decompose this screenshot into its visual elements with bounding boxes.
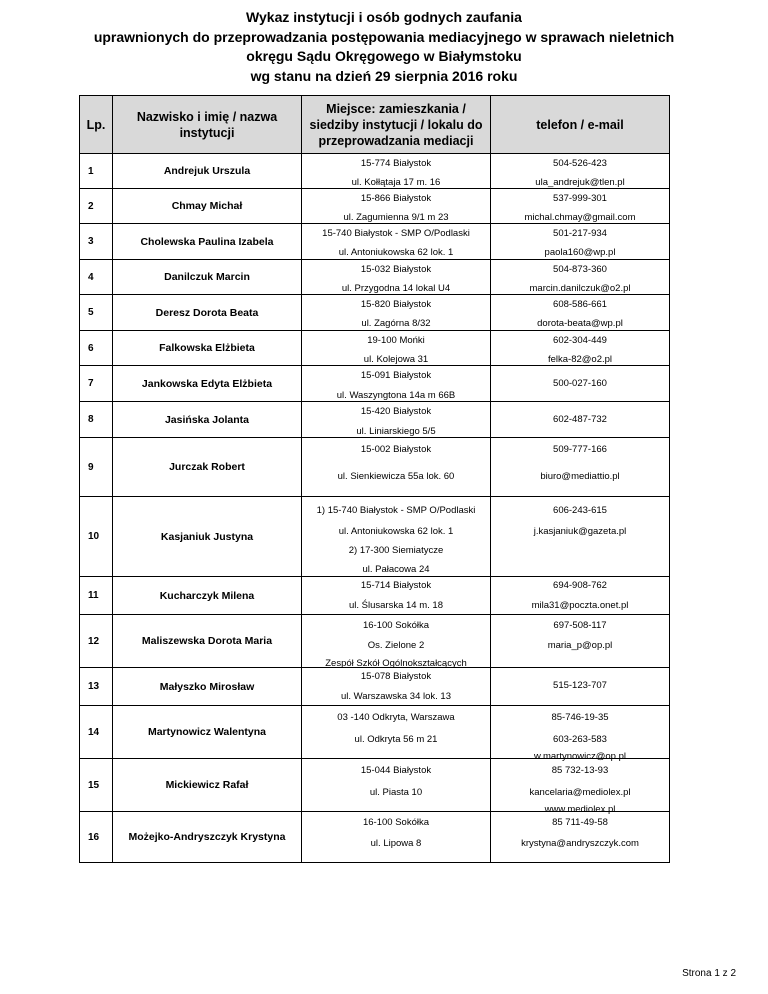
person-name: Martynowicz Walentyna [113,706,302,759]
contact-line: 694-908-762 [553,580,607,591]
table-row [80,438,670,497]
contact-cell [491,706,670,762]
table-row [80,615,670,668]
table-row [80,154,670,189]
address-line: 15-002 Białystok [360,444,432,455]
address-line: 15-032 Białystok [360,264,432,275]
table-row [80,759,670,812]
contact-cell [491,438,670,497]
contact-line: 602-487-732 [553,414,607,425]
row-number: 10 [80,497,113,577]
contact-line: 606-243-615 [553,505,607,516]
address-line: ul. Odkryta 56 m 21 [354,734,438,745]
address-cell [302,154,491,189]
address-line: 1) 15-740 Białystok - SMP O/Podlaski [316,505,476,516]
address-cell [302,759,491,812]
table-row [80,295,670,331]
person-name: Możejko-Andryszczyk Krystyna [113,812,302,863]
institutions-table [79,95,670,863]
table-row [80,224,670,260]
title-line-2: uprawnionych do przeprowadzania postępowania mediacyjnego w sprawach nieletnich [93,28,675,45]
person-name: Jurczak Robert [113,438,302,497]
contact-cell [491,331,670,366]
contact-cell [491,402,670,438]
contact-cell [491,615,670,668]
person-name: Cholewska Paulina Izabela [113,224,302,260]
table-row [80,668,670,706]
address-cell [302,615,491,668]
address-cell [302,295,491,331]
table-row [80,706,670,759]
person-name: Jasińska Jolanta [113,402,302,438]
contact-line: marcin.danilczuk@o2.pl [529,283,631,294]
row-number: 9 [80,438,113,497]
contact-line: 537-999-301 [553,193,607,204]
contact-line: 603-263-583 [553,734,607,745]
address-line: 2) 17-300 Siemiatycze [348,545,444,556]
row-number: 15 [80,759,113,812]
address-cell [302,260,491,295]
person-name: Kucharczyk Milena [113,577,302,615]
address-line: ul. Waszyngtona 14a m 66B [336,390,456,401]
person-name: Małyszko Mirosław [113,668,302,706]
address-line: ul. Ślusarska 14 m. 18 [349,600,443,611]
row-number: 1 [80,154,113,189]
address-line: 19-100 Mońki [367,335,425,346]
address-cell [302,706,491,759]
person-name: Andrejuk Urszula [113,154,302,189]
table-row [80,402,670,438]
table-header-row [80,96,670,154]
row-number: 11 [80,577,113,615]
address-line: ul. Sienkiewicza 55a lok. 60 [337,471,455,482]
contact-line: felka-82@o2.pl [547,354,613,365]
person-name: Maliszewska Dorota Maria [113,615,302,668]
contact-line: 504-873-360 [553,264,607,275]
contact-cell [491,497,670,577]
contact-line: www.mediolex.pl [544,804,616,815]
contact-line: 85 711-49-58 [552,817,608,828]
contact-cell [491,577,670,615]
address-cell [302,224,491,260]
contact-line: 608-586-661 [553,299,607,310]
address-line: 15-420 Białystok [360,406,432,417]
table-row [80,331,670,366]
row-number: 12 [80,615,113,668]
contact-line: 504-526-423 [553,158,607,169]
contact-line: 500-027-160 [553,378,607,389]
contact-cell [491,668,670,706]
row-number: 14 [80,706,113,759]
table-row [80,260,670,295]
contact-line: w.martynowicz@op.pl [533,751,626,762]
contact-line: dorota-beata@wp.pl [537,318,623,329]
address-line: ul. Piasta 10 [369,787,423,798]
person-name: Falkowska Elżbieta [113,331,302,366]
address-line: ul. Kołłątaja 17 m. 16 [351,177,441,188]
contact-cell [491,295,670,331]
address-line: ul. Zagórna 8/32 [361,318,431,329]
header-lp: Lp. [80,96,113,154]
contact-line: ula_andrejuk@tlen.pl [535,177,625,188]
address-line: ul. Antoniukowska 62 lok. 1 [338,247,454,258]
contact-line: 509-777-166 [553,444,607,455]
page-number: Strona 1 z 2 [682,968,736,979]
address-line: Os. Zielone 2 [367,640,425,651]
address-line: 15-866 Białystok [360,193,432,204]
row-number: 13 [80,668,113,706]
address-cell [302,402,491,438]
contact-line: maria_p@op.pl [547,640,613,651]
row-number: 4 [80,260,113,295]
address-line: ul. Antoniukowska 62 lok. 1 [338,526,454,537]
address-line: 15-044 Białystok [360,765,432,776]
address-cell [302,366,491,402]
address-line: ul. Warszawska 34 lok. 13 [341,691,451,702]
contact-line: michal.chmay@gmail.com [524,212,636,223]
row-number: 5 [80,295,113,331]
address-line: Zespół Szkół Ogólnokształcących [325,658,467,669]
address-cell [302,577,491,615]
person-name: Jankowska Edyta Elżbieta [113,366,302,402]
person-name: Kasjaniuk Justyna [113,497,302,577]
table-row [80,497,670,577]
row-number: 8 [80,402,113,438]
address-cell [302,331,491,366]
address-line: 16-100 Sokółka [362,817,430,828]
address-line: ul. Zagumienna 9/1 m 23 [343,212,449,223]
table-row [80,812,670,863]
row-number: 7 [80,366,113,402]
address-line: 15-078 Białystok [360,671,432,682]
contact-cell [491,224,670,260]
address-cell [302,189,491,224]
contact-line: 697-508-117 [553,620,607,631]
contact-cell [491,366,670,402]
address-cell [302,668,491,706]
contact-cell [491,812,670,863]
contact-line: 85 732-13-93 [551,765,609,776]
contact-cell [491,189,670,224]
address-line: ul. Liniarskiego 5/5 [356,426,436,437]
address-line: 15-714 Białystok [360,580,432,591]
row-number: 3 [80,224,113,260]
contact-line: krystyna@andryszczyk.com [521,838,639,849]
address-line: 15-091 Białystok [360,370,432,381]
contact-cell [491,154,670,189]
address-cell [302,438,491,497]
header-address: Miejsce: zamieszkania / siedziby instytucji / lokalu do przeprowadzania mediacji [302,96,491,154]
address-line: 03 -140 Odkryta, Warszawa [337,712,455,723]
address-line: 15-820 Białystok [360,299,432,310]
contact-cell [491,759,670,815]
table-row [80,366,670,402]
person-name: Chmay Michał [113,189,302,224]
address-line: 15-740 Białystok - SMP O/Podlaski [322,228,470,239]
address-line: ul. Lipowa 8 [370,838,422,849]
address-line: 16-100 Sokółka [362,620,430,631]
row-number: 6 [80,331,113,366]
table-row [80,189,670,224]
address-line: 15-774 Białystok [360,158,432,169]
row-number: 16 [80,812,113,863]
contact-line: paola160@wp.pl [544,247,616,258]
person-name: Deresz Dorota Beata [113,295,302,331]
header-name: Nazwisko i imię / nazwa instytucji [113,96,302,154]
address-line: ul. Pałacowa 24 [362,564,430,575]
table-row [80,577,670,615]
address-line: ul. Przygodna 14 lokal U4 [341,283,451,294]
contact-line: kancelaria@mediolex.pl [529,787,631,798]
person-name: Danilczuk Marcin [113,260,302,295]
contact-line: j.kasjaniuk@gazeta.pl [533,526,627,537]
title-line-1: Wykaz instytucji i osób godnych zaufania [246,9,522,25]
title-line-4: wg stanu na dzień 29 sierpnia 2016 roku [250,67,518,84]
address-cell [302,812,491,863]
contact-line: 602-304-449 [553,335,607,346]
contact-cell [491,260,670,295]
row-number: 2 [80,189,113,224]
person-name: Mickiewicz Rafał [113,759,302,812]
contact-line: 501-217-934 [553,228,607,239]
contact-line: 515-123-707 [553,680,607,691]
address-line: ul. Kolejowa 31 [363,354,429,365]
contact-line: biuro@mediattio.pl [540,471,620,482]
document-title [0,8,768,86]
address-cell [302,497,491,577]
contact-line: 85-746-19-35 [551,712,609,723]
header-contact: telefon / e-mail [491,96,670,154]
contact-line: mila31@poczta.onet.pl [531,600,629,611]
title-line-3: okręgu Sądu Okręgowego w Białymstoku [246,48,522,64]
